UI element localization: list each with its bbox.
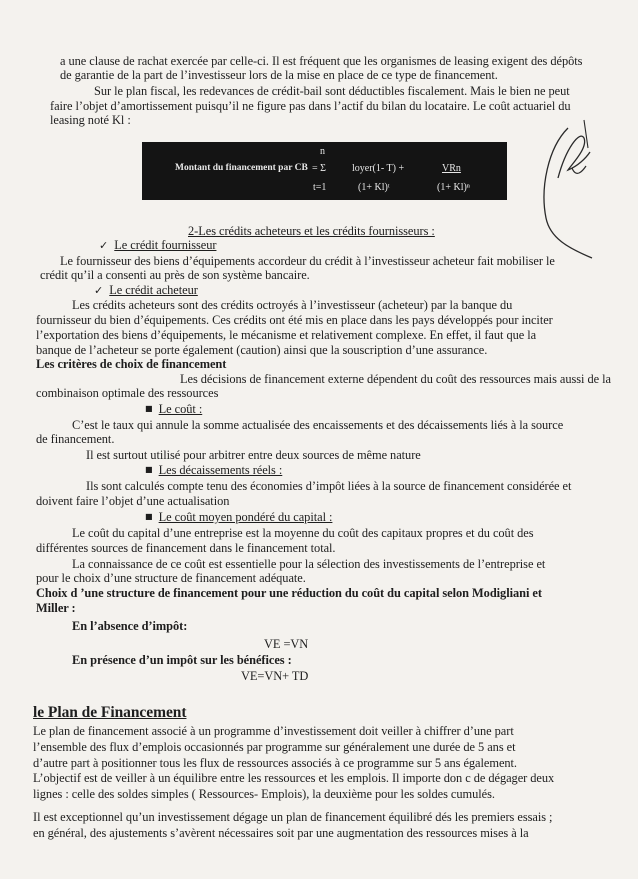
section-heading-credits: 2-Les crédits acheteurs et les crédits fournisseurs :	[188, 224, 435, 238]
subheading-cout-moyen: ■ Le coût moyen pondéré du capital :	[145, 510, 333, 524]
text-line: leasing noté Kl :	[50, 113, 131, 127]
formula-numerator-rent: loyer(1- T) +	[352, 163, 405, 174]
heading-choix-structure-cont: Miller :	[36, 601, 76, 615]
text-line: Les crédits acheteurs sont des crédits octroyés à l’investisseur (acheteur) par la banque du	[72, 298, 513, 312]
subheading-credit-acheteur: ✓ Le crédit acheteur	[94, 283, 198, 297]
text-line: C’est le taux qui annule la somme actualisée des encaissements et des décaissements liés à la source	[72, 418, 564, 432]
text-line: combinaison optimale des ressources	[36, 386, 219, 400]
text-line: Sur le plan fiscal, les redevances de crédit-bail sont déductibles fiscalement. Mais le bien ne peut	[94, 84, 570, 98]
formula-upper-bound: n	[320, 146, 325, 157]
text-line: en général, des ajustements s’avèrent nécessaires soit par une augmentation des ressources mises à la	[33, 826, 529, 840]
text-line: L’objectif est de veiller à un équilibre entre les ressources et les emplois. Il importe don c de dégager deux	[33, 771, 555, 785]
text-line: Le fournisseur des biens d’équipements accordeur du crédit à l’investisseur acheteur fait mobiliser le	[60, 254, 555, 268]
text-line: Le plan de financement associé à un programme d’investissement doit veiller à chiffrer d’une part	[33, 724, 514, 738]
square-bullet-icon: ■	[145, 404, 153, 413]
text-line: crédit qu’il a consenti au près de son système bancaire.	[40, 268, 310, 282]
formula-denominator-2: (1+ Kl)ⁿ	[437, 182, 470, 193]
square-bullet-icon: ■	[145, 512, 153, 521]
subheading-cout: ■ Le coût :	[145, 402, 203, 416]
handwritten-signature	[528, 108, 604, 268]
text-line: La connaissance de ce coût est essentielle pour la sélection des investissements de l’entreprise et	[72, 557, 546, 571]
square-bullet-icon: ■	[145, 465, 153, 474]
text-line: a une clause de rachat exercée par celle-ci. Il est fréquent que les organismes de leasing exigent des dépôts	[60, 54, 583, 68]
text-line: d’autre part à positionner tous les flux de ressources associés à ce programme sur 5 ans également.	[33, 756, 517, 770]
text-line: l’exportation des biens d’équipements, le mécanisme et relativement complexe. En effet, il faut que la	[36, 328, 537, 342]
subheading-decaissements: ■ Les décaissements réels :	[145, 463, 283, 477]
text-line: l’ensemble des flux d’emplois occasionnés par programme sur généralement une durée de 5 ans et	[33, 740, 516, 754]
equation-ve-vn-td: VE=VN+ TD	[241, 669, 309, 683]
label-absence-impot: En l’absence d’impôt:	[72, 619, 188, 633]
formula-lower-bound: t=1	[313, 182, 327, 193]
checkmark-icon: ✓	[94, 284, 104, 297]
formula-numerator-residual: VRn	[442, 163, 461, 174]
checkmark-icon: ✓	[99, 239, 109, 252]
heading-criteres: Les critères de choix de financement	[36, 357, 227, 371]
text-line: Il est exceptionnel qu’un investissement dégage un plan de financement équilibré dés les premiers essais ;	[33, 810, 553, 824]
text-line: pour le choix d’une structure de financement adéquate.	[36, 571, 306, 585]
equation-ve-vn: VE =VN	[264, 637, 309, 651]
text-line: doivent faire l’objet d’une actualisation	[36, 494, 230, 508]
text-line: de financement.	[36, 432, 115, 446]
text-line: Ils sont calculés compte tenu des économies d’impôt liées à la source de financement considérée et	[86, 479, 572, 493]
label-presence-impot: En présence d’un impôt sur les bénéfices :	[72, 653, 292, 667]
text-line: banque de l’acheteur se porte également (caution) ainsi que la souscription d’une assurance.	[36, 343, 488, 357]
text-line: Le coût du capital d’une entreprise est la moyenne du coût des capitaux propres et du coût des	[72, 526, 534, 540]
text-line: Les décisions de financement externe dépendent du coût des ressources mais aussi de la	[180, 372, 611, 386]
section-heading-plan: le Plan de Financement	[33, 704, 187, 721]
text-line: Il est surtout utilisé pour arbitrer entre deux sources de même nature	[86, 448, 421, 462]
text-line: fournisseur du bien d’équipements. Ces crédits ont été mis en place dans les pays développés pour inciter	[36, 313, 553, 327]
formula-denominator-1: (1+ Kl)ᵗ	[358, 182, 390, 193]
subheading-credit-fournisseur: ✓ Le crédit fournisseur	[99, 238, 217, 252]
text-line: de garantie de la part de l’investisseur lors de la mise en place de ce type de financement.	[60, 68, 498, 82]
leasing-cost-formula	[142, 142, 507, 200]
text-line: faire l’objet d’amortissement puisqu’il ne figure pas dans l’actif du bilan du locataire. Le coût actuariel du	[50, 99, 571, 113]
heading-choix-structure: Choix d ’une structure de financement pour une réduction du coût du capital selon Modigliani et	[36, 586, 542, 600]
text-line: différentes sources de financement dans le financement total.	[36, 541, 336, 555]
text-line: lignes : celle des soldes simples ( Ressources- Emplois), la deuxième pour les soldes cumulés.	[33, 787, 495, 801]
formula-sum-sign: = Σ	[312, 163, 326, 174]
formula-label: Montant du financement par CB	[175, 163, 308, 173]
